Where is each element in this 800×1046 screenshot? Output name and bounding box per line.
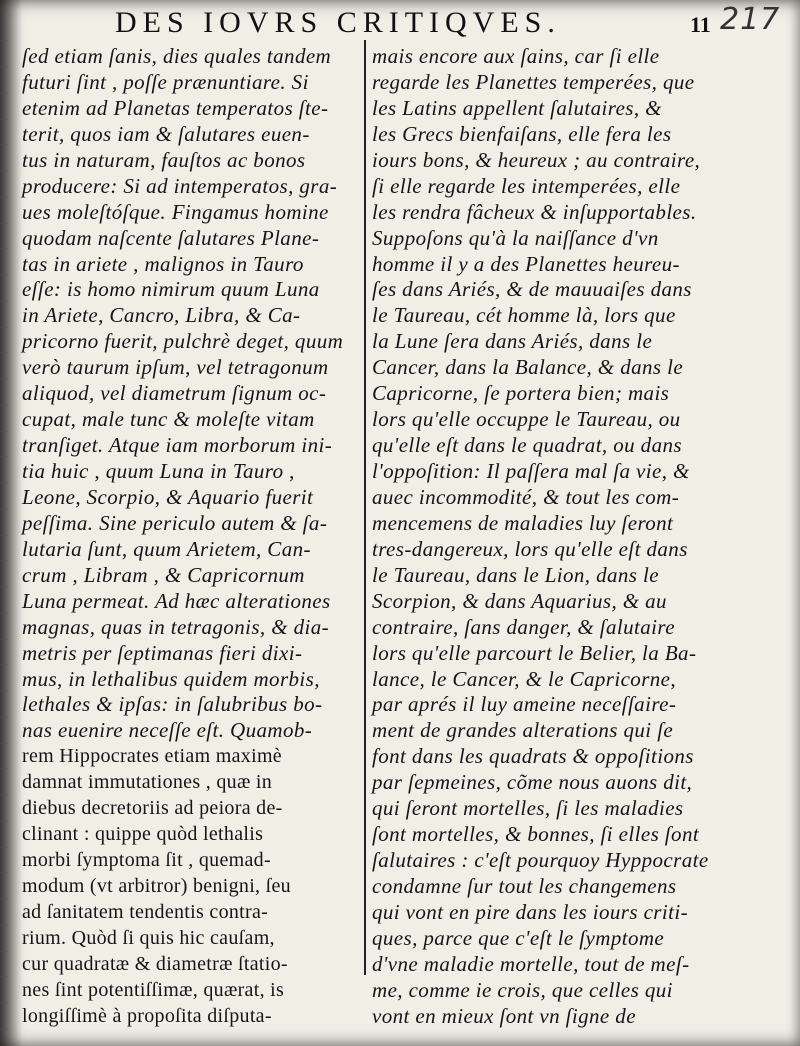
latin-line: tia huic , quum Luna in Tauro , [22,459,295,483]
latin-line: Leone, Scorpio, & Aquario fuerit [22,484,314,509]
french-line: Suppoſons qu'à la naiſſance d'vn [372,225,659,250]
french-line: la Lune ſera dans Ariés, dans le [372,329,653,354]
french-line: par ſepmeines, cõme nous auons dit, [372,770,693,795]
latin-line: producere: Si ad intemperatos, gra- [22,173,338,198]
latin-line: ſed etiam ſanis, dies quales tandem [22,44,332,68]
column-divider [364,40,366,975]
latin-line: cur quadratæ & diametræ ſtatio- [22,952,288,975]
french-line: mencemens de maladies luy ſeront [372,510,674,535]
page-number: 11 [690,12,711,37]
latin-line: nas euenire neceſſe eſt. Quamob- [22,718,313,743]
latin-line: metris per ſeptimanas fieri dixi- [22,640,303,665]
french-line: qu'elle eſt dans le quadrat, ou dans [372,433,682,458]
latin-line: peſſima. Sine periculo autem & ſa- [22,510,328,535]
french-line: me, comme ie crois, que celles qui [372,977,673,1002]
latin-line: crum , Libram , & Capricornum [22,562,305,587]
french-line: ques, parce que c'eſt le ſymptome [372,925,665,950]
latin-line: tus in naturam, fauſtos ac bonos [22,147,306,172]
latin-line: in Ariete, Cancro, Libra, & Ca- [22,303,301,328]
french-line: ſes dans Ariés, & de mauuaiſes dans [372,277,692,302]
french-line: les rendra fâcheux & inſupportables. [372,199,697,224]
latin-line: modum (vt arbitror) benigni, ſeu [22,875,291,897]
french-line: qui ſeront mortelles, ſi les maladies [372,796,684,821]
latin-line: clinant : quippe quòd lethalis [22,823,264,846]
french-line: homme il y a des Planettes heureu- [372,251,680,276]
latin-line: morbi ſymptoma ſit , quemad- [22,849,271,872]
french-line: qui vont en pire dans les iours criti- [372,899,688,924]
french-line: Capricorne, ſe portera bien; mais [372,381,670,406]
latin-line: rium. Quòd ſi quis hic cauſam, [22,926,275,949]
french-line: les Latins appellent ſalutaires, & [372,95,662,120]
latin-line: Luna permeat. Ad hæc alterationes [22,588,331,613]
french-line: condamne ſur tout les changemens [372,874,677,898]
facing-page-bleed [0,40,8,1030]
french-column [372,44,717,1030]
latin-line: verò taurum ipſum, vel tetragonum [22,355,329,380]
latin-line: tas in ariete , malignos in Tauro [22,251,304,276]
french-line: d'vne maladie mortelle, tout de meſ- [372,951,690,976]
latin-line: tranſiget. Atque iam morborum ini- [22,433,333,458]
latin-line: mus, in lethalibus quidem morbis, [22,666,320,691]
french-line: mais encore aux ſains, car ſi elle [372,44,660,68]
french-line: lance, le Cancer, & le Capricorne, [372,666,677,691]
french-line: le Taureau, cét homme là, lors que [372,303,676,328]
french-line: Cancer, dans la Balance, & dans le [372,355,684,380]
french-line: lors qu'elle occuppe le Taureau, ou [372,407,681,432]
french-line: par aprés il luy ameine neceſſaire- [372,692,677,717]
latin-column [22,44,362,1030]
latin-line: aliquod, vel diametrum ſignum oc- [22,381,327,406]
latin-line: longiſſimè à propoſita diſputa- [22,1004,272,1027]
latin-line: nes ſint potentiſſimæ, quærat, is [22,978,285,1001]
latin-line: terit, quos iam & ſalutares euen- [22,121,310,146]
latin-line: damnat immutationes , quæ in [22,771,273,794]
latin-line: eſſe: is homo nimirum quum Luna [22,277,320,302]
french-line: Scorpion, & dans Aquarius, & au [372,588,667,613]
latin-line: ad ſanitatem tendentis contra- [22,900,269,923]
latin-line: futuri ſint , poſſe prænuntiare. Si [22,69,309,94]
latin-line: lethales & ipſas: in ſalubribus bo- [22,692,323,717]
french-line: iours bons, & heureux ; au contraire, [372,147,701,172]
latin-line: quodam naſcente ſalutares Plane- [22,225,320,250]
french-line: l'oppoſition: Il paſſera mal ſa vie, & [372,459,690,483]
latin-line: diebus decretoriis ad peiora de- [22,797,283,820]
french-line: vont en mieux ſont vn ſigne de [372,1003,636,1028]
french-line: les Grecs bienfaiſans, elle fera les [372,121,672,146]
french-line: tres-dangereux, lors qu'elle eſt dans [372,536,688,561]
running-head: DES IOVRS CRITIQVES. [115,6,561,39]
french-line: le Taureau, dans le Lion, dans le [372,562,659,587]
french-line: ſont mortelles, & bonnes, ſi elles ſont [372,822,700,847]
latin-line: lutaria ſunt, quum Arietem, Can- [22,536,311,561]
latin-line: ues moleſtóſque. Fingamus homine [22,199,329,224]
latin-line: pricorno fuerit, pulchrè deget, quum [22,329,344,354]
latin-line: magnas, quas in tetragonis, & dia- [22,614,330,639]
french-line: ment de grandes alterations qui ſe [372,718,674,743]
french-line: font dans les quadrats & oppoſitions [372,744,694,769]
french-line: regarde les Planettes temperées, que [372,69,695,94]
french-line: auec incommodité, & tout les com- [372,484,680,509]
latin-line: cupat, male tunc & moleſte vitam [22,407,315,432]
french-line: lors qu'elle parcourt le Belier, la Ba- [372,640,697,665]
french-line: ſi elle regarde les intemperées, elle [372,173,681,198]
latin-line: rem Hippocrates etiam maximè [22,745,282,768]
handwritten-folio: 217 [720,2,781,37]
latin-line: etenim ad Planetas temperatos ſte- [22,95,329,120]
french-line: ſalutaires : c'eſt pourquoy Hyppocrate [372,848,709,873]
french-line: contraire, ſans danger, & ſalutaire [372,614,675,639]
